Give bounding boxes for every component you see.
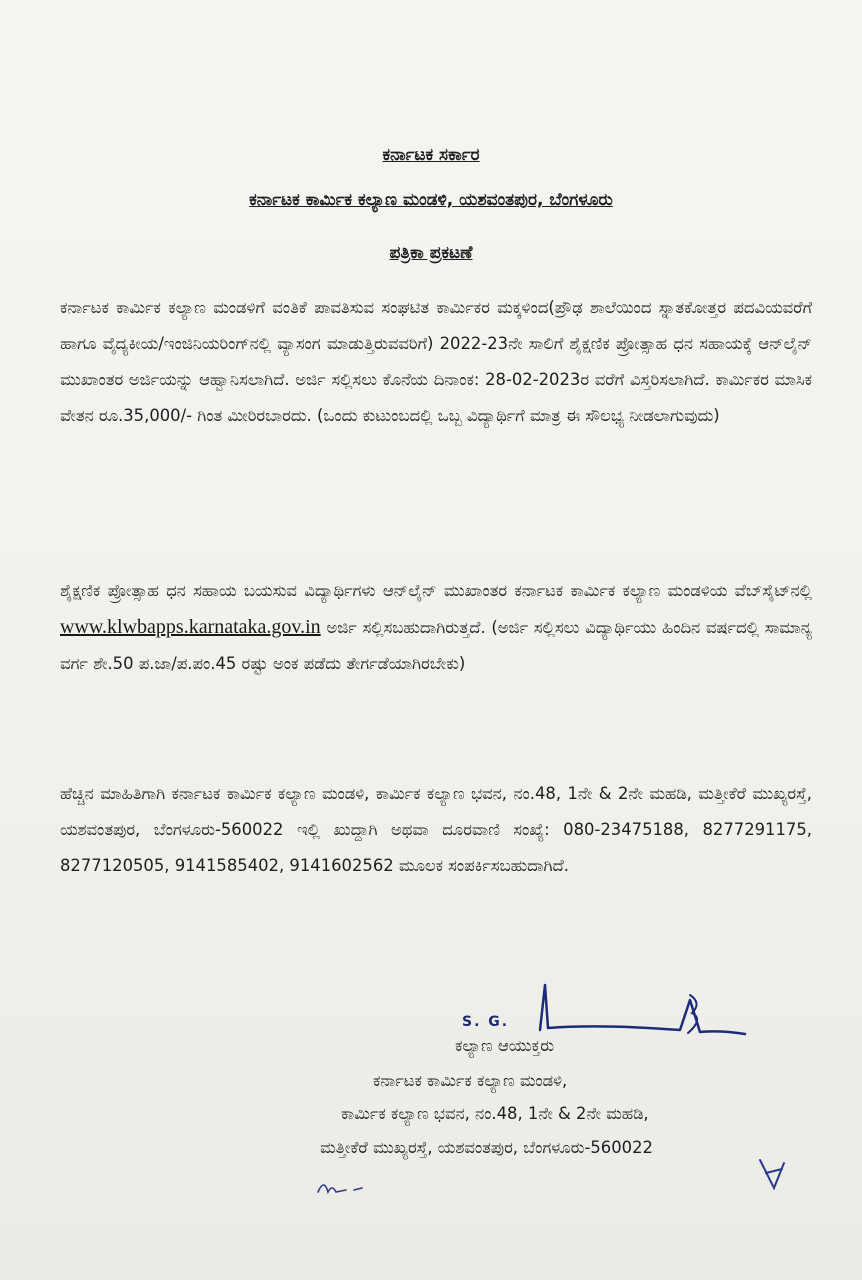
signatory-address-line-2: ಮತ್ತೀಕೆರೆ ಮುಖ್ಯರಸ್ತೆ, ಯಶವಂತಪುರ, ಬೆಂಗಳೂರು-560022: [320, 1138, 653, 1157]
government-heading: ಕರ್ನಾಟಕ ಸರ್ಕಾರ: [382, 145, 480, 165]
signatory-designation: ಕಲ್ಯಾಣ ಆಯುಕ್ತರು: [455, 1036, 555, 1055]
signatory-address-line-1: ಕಾರ್ಮಿಕ ಕಲ್ಯಾಣ ಭವನ, ನಂ.48, 1ನೇ & 2ನೇ ಮಹಡಿ,: [341, 1104, 649, 1123]
website-link[interactable]: www.klwbapps.karnataka.gov.in: [60, 616, 321, 638]
board-heading: ಕರ್ನಾಟಕ ಕಾರ್ಮಿಕ ಕಲ್ಯಾಣ ಮಂಡಳಿ, ಯಶವಂತಪುರ, ಬೆಂಗಳೂರು: [249, 190, 613, 210]
signature-initials: S. G.: [462, 1014, 510, 1030]
paragraph-website-text-after: ಅರ್ಜಿ ಸಲ್ಲಿಸಬಹುದಾಗಿರುತ್ತದೆ. (ಅರ್ಜಿ ಸಲ್ಲಿಸಲು ವಿದ್ಯಾರ್ಥಿಯು ಹಿಂದಿನ ವರ್ಷದಲ್ಲಿ ಸಾಮಾನ್ಯ ವರ್ಗ ಶೇ.50 ಪ.ಜಾ/ಪ.ಪಂ.45 ರಷ್ಟು ಅಂಕ ಪಡೆದು ತೇರ್ಗಡೆಯಾಗಿರಬೇಕು): [60, 618, 812, 673]
paragraph-contact-details: ಹೆಚ್ಚಿನ ಮಾಹಿತಿಗಾಗಿ ಕರ್ನಾಟಕ ಕಾರ್ಮಿಕ ಕಲ್ಯಾಣ ಮಂಡಳಿ, ಕಾರ್ಮಿಕ ಕಲ್ಯಾಣ ಭವನ, ನಂ.48, 1ನೇ & 2ನೇ ಮಹಡಿ, ಮತ್ತೀಕೆರೆ ಮುಖ್ಯರಸ್ತೆ, ಯಶವಂತಪುರ, ಬೆಂಗಳೂರು-560022 ಇಲ್ಲಿ ಖುದ್ದಾಗಿ ಅಥವಾ ದೂರವಾಣಿ ಸಂಖ್ಯೆ: 080-23475188, 8277291175, 8277120505, 9141585402, 9141602562 ಮೂಲಕ ಸಂಪರ್ಕಿಸಬಹುದಾಗಿದೆ.: [60, 784, 812, 875]
press-release-title: ಪತ್ರಿಕಾ ಪ್ರಕಟಣೆ: [389, 243, 473, 263]
paragraph-website-text-before: ಶೈಕ್ಷಣಿಕ ಪ್ರೋತ್ಸಾಹ ಧನ ಸಹಾಯ ಬಯಸುವ ವಿದ್ಯಾರ್ಥಿಗಳು ಆನ್‌ಲೈನ್ ಮುಖಾಂತರ ಕರ್ನಾಟಕ ಕಾರ್ಮಿಕ ಕಲ್ಯಾಣ ಮಂಡಳಿಯ ವೆಬ್‌ಸೈಟ್‌ನಲ್ಲಿ: [60, 581, 812, 600]
paragraph-application-notice: ಕರ್ನಾಟಕ ಕಾರ್ಮಿಕ ಕಲ್ಯಾಣ ಮಂಡಳಿಗೆ ವಂತಿಕೆ ಪಾವತಿಸುವ ಸಂಘಟಿತ ಕಾರ್ಮಿಕರ ಮಕ್ಕಳಿಂದ(ಪ್ರೌಢ ಶಾಲೆಯಿಂದ ಸ್ನಾತಕೋತ್ತರ ಪದವಿಯವರೆಗೆ ಹಾಗೂ ವೈದ್ಯಕೀಯ/ಇಂಜಿನಿಯರಿಂಗ್‌ನಲ್ಲಿ ವ್ಯಾಸಂಗ ಮಾಡುತ್ತಿರುವವರಿಗೆ) 2022-23ನೇ ಸಾಲಿಗೆ ಶೈಕ್ಷಣಿಕ ಪ್ರೋತ್ಸಾಹ ಧನ ಸಹಾಯಕ್ಕೆ ಆನ್‌ಲೈನ್ ಮುಖಾಂತರ ಅರ್ಜಿಯನ್ನು ಆಹ್ವಾನಿಸಲಾಗಿದೆ. ಅರ್ಜಿ ಸಲ್ಲಿಸಲು ಕೊನೆಯ ದಿನಾಂಕ: 28-02-2023ರ ವರೆಗೆ ವಿಸ್ತರಿಸಲಾಗಿದೆ. ಕಾರ್ಮಿಕರ ಮಾಸಿಕ ವೇತನ ರೂ.35,000/- ಗಿಂತ ಮೀರಿರಬಾರದು. (ಒಂದು ಕುಟುಂಬದಲ್ಲಿ ಒಬ್ಬ ವಿದ್ಯಾರ್ಥಿಗೆ ಮಾತ್ರ ಈ ಸೌಲಭ್ಯ ನೀಡಲಾಗುವುದು): [60, 298, 812, 425]
signatory-office: ಕರ್ನಾಟಕ ಕಾರ್ಮಿಕ ಕಲ್ಯಾಣ ಮಂಡಳಿ,: [373, 1071, 568, 1090]
